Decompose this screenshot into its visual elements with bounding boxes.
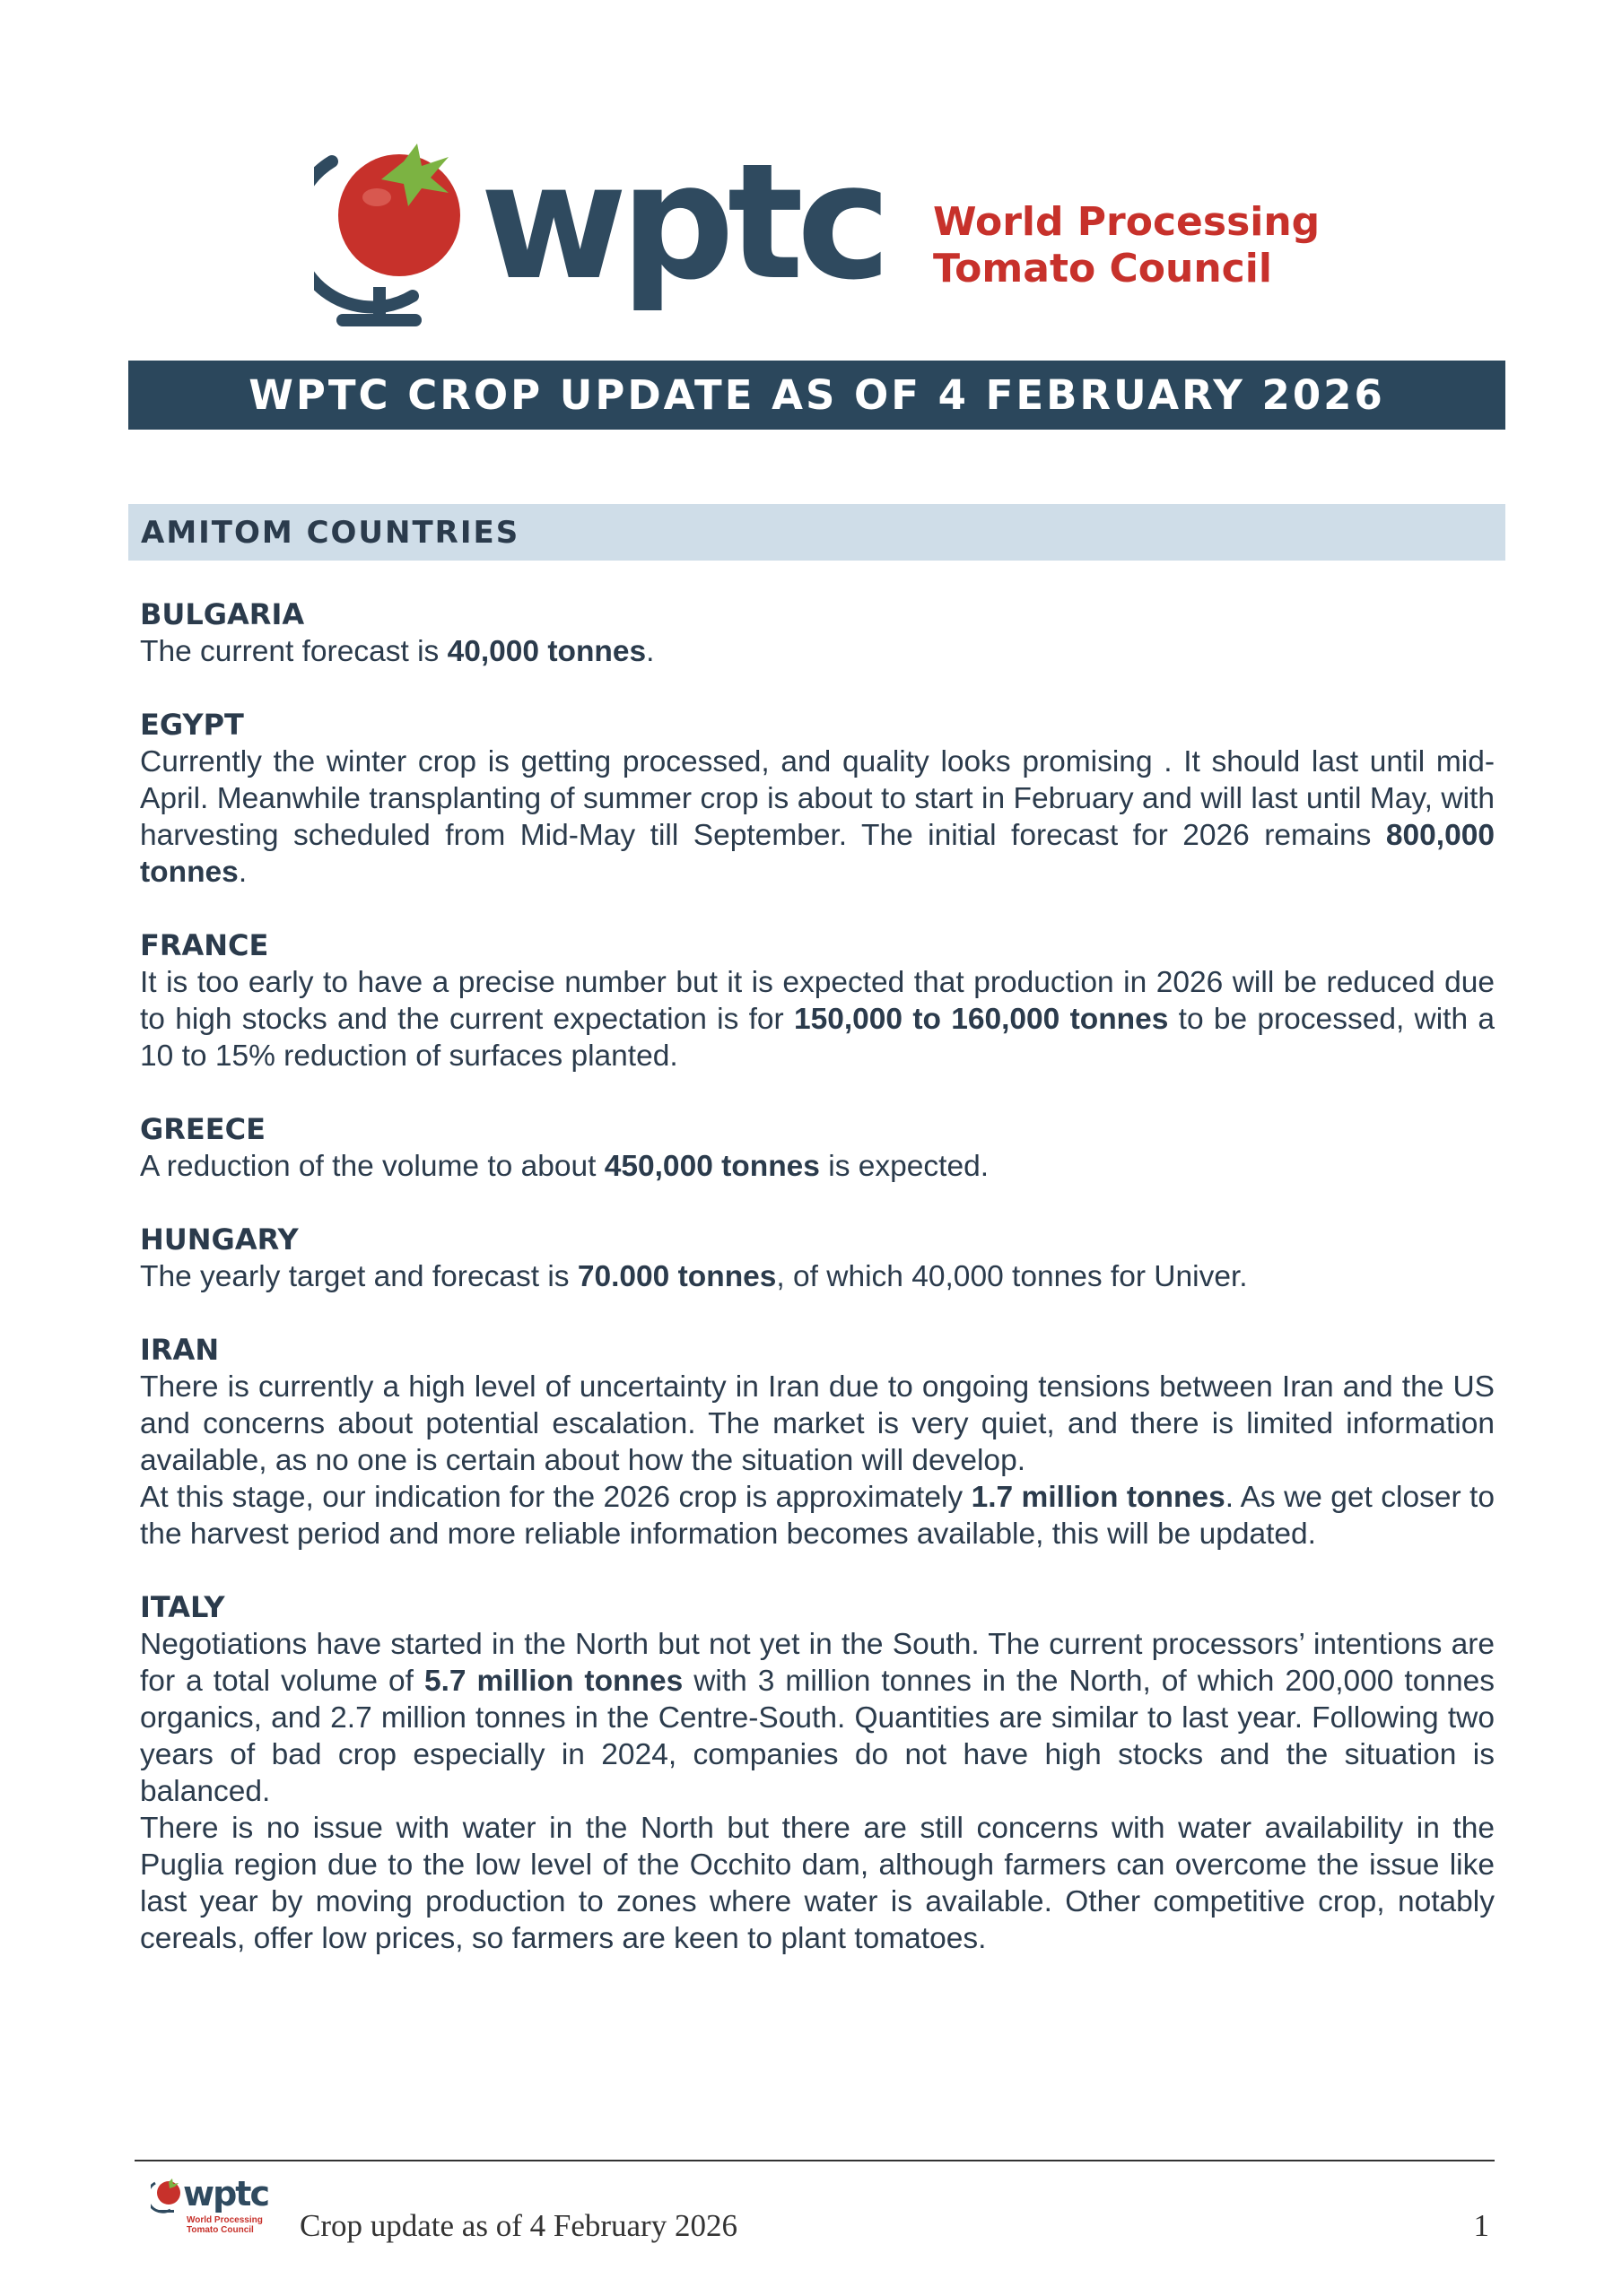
country-name: FRANCE: [140, 928, 269, 962]
country-name: EGYPT: [140, 708, 244, 742]
text-run: .: [646, 635, 655, 668]
highlight-figure: 150,000 to 160,000 tonnes: [793, 1003, 1169, 1036]
text-run: A reduction of the volume to about: [140, 1150, 605, 1183]
text-run: Currently the winter crop is getting processed, and quality looks promising . It should last until mid-April. Meanwhile transplanting of summer crop is about to start in February and will last until May, with harvesting scheduled from Mid-May till September. The initial forecast for 2026 remains: [140, 745, 1495, 852]
logo-org-line2: Tomato Council: [933, 246, 1272, 291]
text-run: The yearly target and forecast is: [140, 1260, 578, 1293]
text-run: . As we get closer to the harvest period and more reliable information becomes available, this will be updated.: [140, 1481, 1495, 1551]
footer-text: Crop update as of 4 February 2026: [300, 2208, 737, 2243]
text-run: , of which 40,000 tonnes for Univer.: [776, 1260, 1248, 1293]
page-title: WPTC CROP UPDATE AS OF 4 FEBRUARY 2026: [128, 361, 1505, 430]
country-paragraph: [140, 1258, 1495, 1295]
country-block-greece: [140, 1111, 1495, 1185]
footer-logo: [151, 2176, 276, 2240]
country-paragraph: [140, 1369, 1495, 1479]
highlight-figure: 1.7 million tonnes: [971, 1481, 1225, 1514]
tomato-globe-icon: [314, 126, 475, 336]
country-paragraph: [140, 964, 1495, 1074]
highlight-figure: 450,000 tonnes: [604, 1150, 820, 1183]
logo-org-name: [933, 199, 1320, 292]
text-run: to be processed, with a 10 to 15% reduction of surfaces planted.: [140, 1003, 1495, 1073]
text-run: There is no issue with water in the North but there are still concerns with water availability in the Puglia region due to the low level of the Occhito dam, although farmers can overcome the issue like last year by moving production to zones where water is available. Other competitive crop, notably cereals, offer low prices, so farmers are keen to plant tomatoes.: [140, 1812, 1495, 1955]
country-block-hungary: [140, 1222, 1495, 1295]
footer-logo-org-line1: World Processing: [187, 2215, 263, 2225]
country-name: HUNGARY: [140, 1222, 299, 1257]
country-block-bulgaria: [140, 596, 1495, 670]
section-heading: AMITOM COUNTRIES: [128, 504, 1505, 561]
footer-tomato-icon: [151, 2176, 183, 2215]
text-run: is expected.: [819, 1150, 990, 1183]
footer-logo-org: [187, 2215, 263, 2235]
country-paragraph: [140, 1148, 1495, 1185]
country-block-egypt: [140, 707, 1495, 891]
country-paragraph: [140, 1810, 1495, 1957]
country-list: [140, 596, 1495, 1994]
text-run: with 3 million tonnes in the North, of which 200,000 tonnes organics, and 2.7 million tonnes in the Centre-South. Quantities are similar to last year. Following two years of bad crop especially in 2024, companies do not have high stocks and the situation is balanced.: [140, 1665, 1496, 1808]
page-number: 1: [1473, 2208, 1489, 2243]
wptc-logo: [314, 126, 1346, 341]
logo-wordmark: wptc: [480, 129, 885, 315]
footer-logo-wordmark: wptc: [183, 2174, 268, 2213]
country-name: IRAN: [140, 1333, 220, 1367]
text-run: It is too early to have a precise number but it is expected that production in 2026 will be reduced due to high stocks and the current expectation is for: [140, 966, 1495, 1036]
text-run: .: [238, 856, 248, 889]
country-name: ITALY: [140, 1590, 225, 1624]
highlight-figure: 5.7 million tonnes: [423, 1665, 684, 1698]
country-block-iran: [140, 1332, 1495, 1552]
highlight-figure: 70.000 tonnes: [577, 1260, 777, 1293]
country-paragraph: [140, 1479, 1495, 1552]
footer-logo-org-line2: Tomato Council: [187, 2225, 254, 2235]
text-run: Negotiations have started in the North but not yet in the South. The current processors’ intentions are for a total volume of: [140, 1628, 1495, 1698]
footer-divider: [135, 2160, 1495, 2161]
country-paragraph: [140, 1626, 1495, 1810]
highlight-figure: 800,000 tonnes: [140, 819, 1495, 889]
country-paragraph: [140, 744, 1495, 891]
country-name: BULGARIA: [140, 597, 305, 631]
country-paragraph: [140, 633, 1495, 670]
highlight-figure: 40,000 tonnes: [447, 635, 647, 668]
country-name: GREECE: [140, 1112, 266, 1146]
text-run: The current forecast is: [140, 635, 448, 668]
text-run: There is currently a high level of uncertainty in Iran due to ongoing tensions between Iran and the US and concerns about potential escalation. The market is very quiet, and there is limited information available, as no one is certain about how the situation will develop.: [140, 1370, 1495, 1477]
country-block-italy: [140, 1589, 1495, 1957]
logo-org-line1: World Processing: [933, 199, 1321, 245]
country-block-france: [140, 927, 1495, 1074]
text-run: At this stage, our indication for the 2026 crop is approximately: [140, 1481, 972, 1514]
